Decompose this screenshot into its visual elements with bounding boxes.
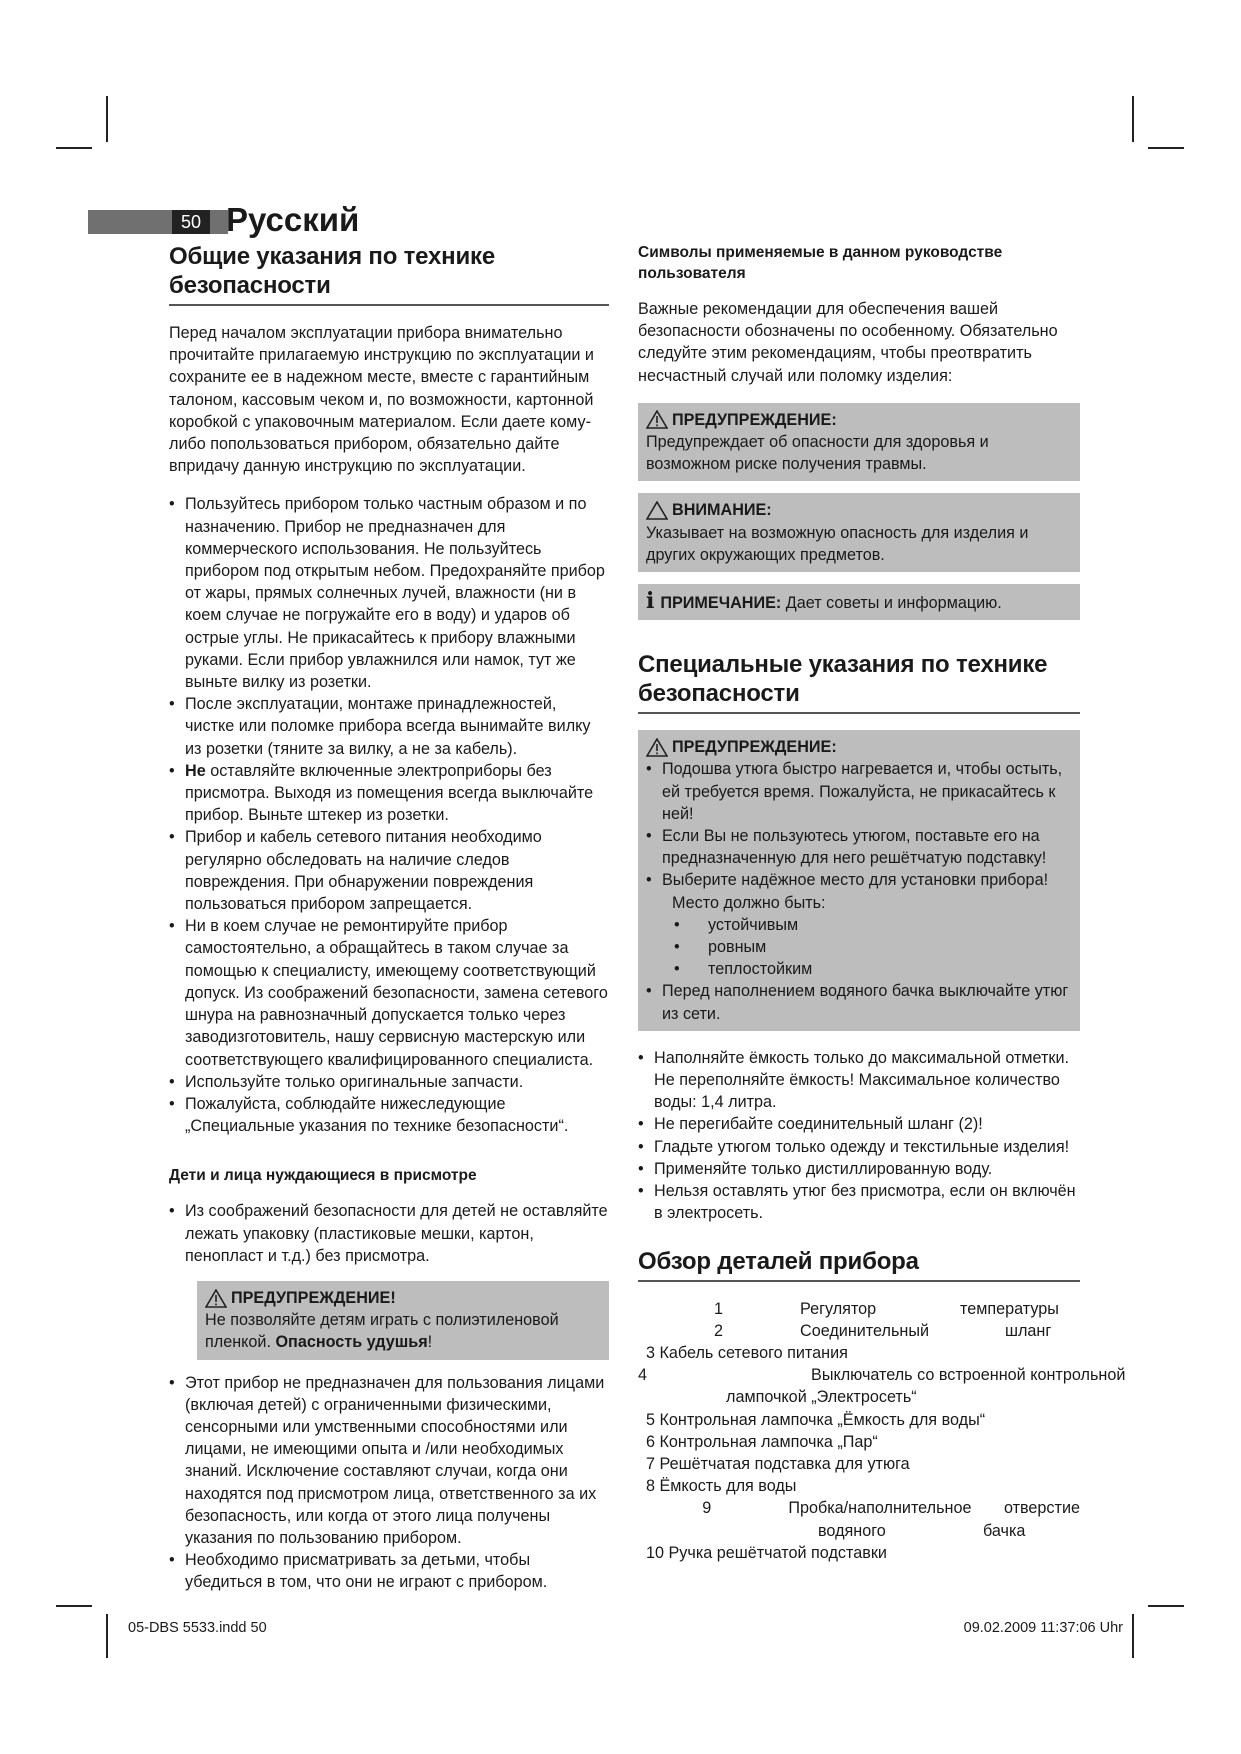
- parts-list: [638, 1298, 1126, 1564]
- list-item: • Используйте только оригинальные запчасти.: [169, 1071, 609, 1093]
- list-item: • Ни в коем случае не ремонтируйте прибор самостоятельно, а обращайтесь в таком случае за помощью к специалисту, имеющему соответствующий допуск. Из соображений безопасности, замена сетевого шнура на равнозначный допускается только через заводизготовитель, нашу сервисную мастерскую или соответствующего квалифицированного специалиста.: [169, 915, 609, 1070]
- list-item: • Гладьте утюгом только одежду и текстильные изделия!: [638, 1136, 1080, 1158]
- children-heading: Дети и лица нуждающиеся в присмотре: [169, 1167, 477, 1185]
- list-item-text: оставляйте включенные электроприборы без присмотра. Выходя из помещения всегда выключайте прибор. Выньте штекер из розетки.: [185, 761, 594, 825]
- bold-text: Не: [185, 761, 206, 780]
- part-label: бачка: [983, 1521, 1026, 1540]
- persons-list: [169, 1372, 609, 1594]
- right-column: [638, 242, 1126, 1564]
- list-item: • Не перегибайте соединительный шланг (2)!: [638, 1113, 1080, 1135]
- list-item: • Нельзя оставлять утюг без присмотра, если он включён в электросеть.: [638, 1180, 1080, 1224]
- special-warning-box: [638, 730, 1080, 1031]
- divider: [169, 304, 609, 306]
- warning-box: [197, 1281, 609, 1360]
- sublist-item: • ровным: [646, 936, 1072, 958]
- part-label: шланг: [1005, 1321, 1052, 1340]
- list-item: • Если Вы не пользуютесь утюгом, поставьте его на предназначенную для него решётчатую подставку!: [646, 825, 1072, 869]
- symbol-warning-box: [638, 403, 1080, 482]
- location-sublist: [646, 914, 1072, 981]
- language-title: Русский: [226, 201, 360, 238]
- intro-paragraph: Перед началом эксплуатации прибора внимательно прочитайте прилагаемую инструкцию по эксплуатации и сохраните ее в надежном месте, вместе с гарантийным талоном, кассовым чеком и, по возможности, картонной коробкой с упаковочным материалом. Если даете кому-либо попользоваться прибором, обязательно дайте впридачу данную инструкцию по эксплуатации.: [169, 324, 594, 476]
- part-label: Регулятор: [800, 1299, 877, 1318]
- symbol-attention-box: [638, 493, 1080, 572]
- list-item: • Необходимо присматривать за детьми, чтобы убедиться в том, что они не играют с прибором.: [169, 1549, 609, 1593]
- special-list: [646, 758, 1072, 913]
- warning-text-bold: Опасность удушья: [275, 1333, 428, 1352]
- part-label: Пробка/наполнительное: [788, 1499, 972, 1518]
- part-label: Выключатель со встроенной контрольной: [811, 1366, 1126, 1385]
- warning-text-part: Не позволяйте детям играть с полиэтиленовой пленкой.: [205, 1311, 559, 1352]
- section-title-general-safety: Общие указания по технике безопасности: [169, 243, 495, 299]
- list-item-subtext: Место должно быть:: [672, 893, 826, 912]
- warning-header: [205, 1287, 601, 1309]
- safety-list: [169, 493, 609, 1137]
- list-item: [646, 869, 1072, 913]
- usage-list: [638, 1047, 1080, 1225]
- warning-text: [205, 1309, 601, 1353]
- warning-text-end: !: [427, 1333, 433, 1352]
- children-list: [169, 1200, 609, 1267]
- divider: [638, 1280, 1080, 1282]
- section-title-parts: Обзор деталей прибора: [638, 1247, 919, 1275]
- box-title: ПРЕДУПРЕЖДЕНИЕ:: [672, 738, 837, 757]
- warning-triangle-icon: [646, 738, 668, 757]
- list-item: • Наполняйте ёмкость только до максимальной отметки. Не переполняйте ёмкость! Максимальное количество воды: 1,4 литра.: [638, 1047, 1080, 1114]
- left-column: [169, 242, 609, 1608]
- box-title: ПРИМЕЧАНИЕ:: [660, 594, 782, 613]
- part-label: Соединительный: [800, 1321, 930, 1340]
- info-icon: i: [646, 588, 655, 615]
- part-label: отверстие: [1003, 1499, 1080, 1518]
- list-item: • Прибор и кабель сетевого питания необходимо регулярно обследовать на наличие следов повреждения. При обнаружении повреждения пользоваться прибором запрещается.: [169, 826, 609, 915]
- special-list-end: [646, 980, 1072, 1024]
- caution-triangle-icon: [646, 501, 668, 520]
- list-item: • После эксплуатации, монтаже принадлежностей, чистке или поломке прибора всегда вынимайте вилку из розетки (тяните за вилку, а не за кабель).: [169, 693, 609, 760]
- warning-title: ПРЕДУПРЕЖДЕНИЕ!: [231, 1288, 396, 1307]
- list-item: • Перед наполнением водяного бачка выключайте утюг из сети.: [646, 980, 1072, 1024]
- box-header: [646, 736, 1072, 758]
- list-item: • Применяйте только дистиллированную воду.: [638, 1158, 1080, 1180]
- box-title: ВНИМАНИЕ:: [672, 501, 772, 520]
- sublist-item: • теплостойким: [646, 958, 1072, 980]
- crop-mark: [56, 147, 92, 149]
- list-item: • Подошва утюга быстро нагревается и, чтобы остыть, ей требуется время. Пожалуйста, не прикасайтесь к ней!: [646, 758, 1072, 825]
- part-number: 2: [713, 1321, 723, 1340]
- parts-row: лампочкой „Электросеть“: [726, 1388, 917, 1407]
- part-label: водяного: [818, 1521, 886, 1540]
- parts-row: [638, 1497, 1080, 1519]
- crop-mark: [1132, 1614, 1134, 1658]
- parts-row: [638, 1520, 1080, 1542]
- footer-timestamp: 09.02.2009 11:37:06 Uhr: [963, 1620, 1123, 1636]
- warning-triangle-icon: [205, 1289, 227, 1308]
- crop-mark: [1148, 1605, 1184, 1607]
- box-text: Указывает на возможную опасность для изделия и других окружающих предметов.: [646, 523, 1029, 564]
- parts-row: 3 Кабель сетевого питания: [646, 1343, 848, 1362]
- crop-mark: [1132, 96, 1134, 142]
- box-header: [646, 409, 1072, 431]
- parts-row: 6 Контрольная лампочка „Пар“: [646, 1432, 878, 1451]
- symbols-intro: Важные рекомендации для обеспечения вашей безопасности обозначены по особенному. Обязательно следуйте этим рекомендациям, чтобы преотвратить несчастный случай или поломку изделия:: [638, 300, 1058, 385]
- sublist-item: • устойчивым: [646, 914, 1072, 936]
- section-title-special-safety: Специальные указания по технике безопасности: [638, 651, 1048, 708]
- part-number: 4: [638, 1366, 648, 1385]
- part-number: 9: [702, 1499, 712, 1518]
- box-text: Дает советы и информацию.: [781, 594, 1002, 613]
- list-item: • Пожалуйста, соблюдайте нижеследующие „Специальные указания по технике безопасности“.: [169, 1093, 609, 1137]
- parts-row: [638, 1320, 1080, 1342]
- footer-file-info: 05-DBS 5533.indd 50: [128, 1620, 267, 1636]
- box-title: ПРЕДУПРЕЖДЕНИЕ:: [672, 410, 837, 429]
- symbol-note-box: [638, 584, 1080, 620]
- divider: [638, 712, 1080, 714]
- crop-mark: [1148, 147, 1184, 149]
- list-item: • Из соображений безопасности для детей не оставляйте лежать упаковку (пластиковые мешки, картон, пенопласт и т.д.) без присмотра.: [169, 1200, 609, 1267]
- crop-mark: [56, 1605, 92, 1607]
- symbols-heading: Символы применяемые в данном руководстве пользователя: [638, 244, 1003, 282]
- parts-row: 10 Ручка решётчатой подставки: [646, 1543, 887, 1562]
- parts-row: [638, 1298, 1080, 1320]
- parts-row: 8 Ёмкость для воды: [646, 1477, 797, 1496]
- page-number: 50: [172, 210, 210, 234]
- crop-mark: [106, 1614, 108, 1658]
- parts-row: [638, 1364, 1126, 1386]
- list-item: [169, 760, 609, 827]
- box-header: [646, 499, 1072, 521]
- part-number: 1: [713, 1299, 723, 1318]
- parts-row: 7 Решётчатая подставка для утюга: [646, 1454, 910, 1473]
- warning-triangle-icon: [646, 410, 668, 429]
- list-item: • Этот прибор не предназначен для пользования лицами (включая детей) с ограниченными физическими, сенсорными или умственными способностями или лицами, не имеющими опыта и /или необходимых знаний. Исключение составляют случаи, когда они находятся под присмотром лица, ответственного за их безопасность, или когда от этого лица получены указания по пользованию прибором.: [169, 1372, 609, 1550]
- list-item: • Пользуйтесь прибором только частным образом и по назначению. Прибор не предназначен для коммерческого использования. Не пользуйтесь прибором под открытым небом. Предохраняйте прибор от жары, прямых солнечных лучей, влажности (ни в коем случае не погружайте его в воду) и ударов об острые углы. Не прикасайтесь к прибору влажными руками. Если прибор увлажнился или намок, тут же выньте вилку из розетки.: [169, 493, 609, 693]
- parts-row: 5 Контрольная лампочка „Ёмкость для воды“: [646, 1410, 986, 1429]
- part-label: температуры: [960, 1299, 1059, 1318]
- box-text: Предупреждает об опасности для здоровья и возможном риске получения травмы.: [646, 433, 989, 474]
- list-item-text: • Выберите надёжное место для установки прибора!: [662, 871, 1049, 890]
- crop-mark: [106, 96, 108, 142]
